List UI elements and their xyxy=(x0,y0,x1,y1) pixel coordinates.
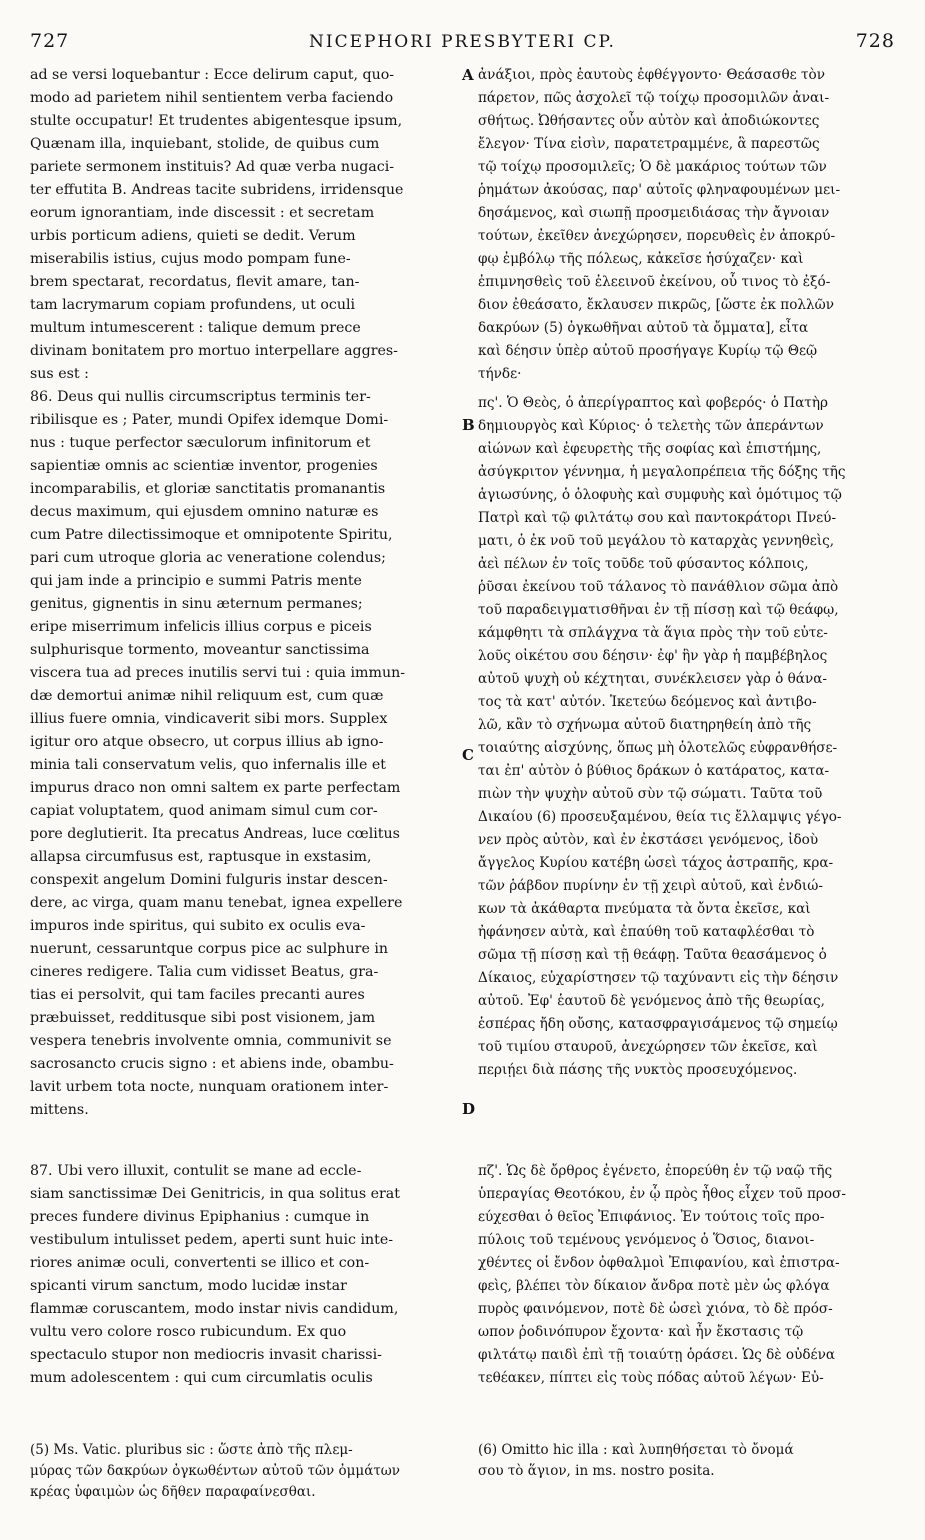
footnote-5 xyxy=(30,1440,460,1503)
text-line: ἠφάνησεν αὐτὰ, καὶ ἐπαύθη τοῦ καταφλέσθαι τὸ xyxy=(478,924,815,940)
text-line: mittens. xyxy=(30,1102,89,1118)
text-line: Πατρὶ καὶ τῷ φιλτάτῳ σου καὶ παντοκράτορι Πνεύ- xyxy=(478,510,837,526)
text-line: φιλτάτῳ παιδὶ ἐπὶ τῇ τοιαύτῃ ὁράσει. Ὡς δὲ οὐδένα xyxy=(478,1347,836,1363)
text-line: multum intumescerent : talique demum prece xyxy=(30,320,361,336)
page-header xyxy=(30,30,895,60)
text-line: minia tali conservatum velis, quo infernalis ille et xyxy=(30,757,386,773)
greek-paragraph-87 xyxy=(478,1160,903,1390)
text-line: ωπον ῥοδινόπυρον ἔχοντα· καὶ ἦν ἔκστασις τῷ xyxy=(478,1324,804,1340)
text-line: tam lacrymarum copiam profundens, ut oculi xyxy=(30,297,356,313)
footnote-6 xyxy=(478,1440,903,1482)
text-line: Δικαίου (6) προσευξαμένου, θεία τις ἔλλαμψις γέγο- xyxy=(478,809,842,825)
text-line: λῶ, κἂν τὸ σχήνωμα αὐτοῦ διατηρηθείη ἀπὸ τῆς xyxy=(478,717,812,733)
latin-column-lower xyxy=(30,1160,460,1390)
margin-letter-d: D xyxy=(462,1100,476,1118)
text-line: αὐτοῦ ψυχὴ οὐ κέχτηται, συνέκλεισεν γὰρ ὁ θάνα- xyxy=(478,671,828,687)
text-line: (5) Ms. Vatic. pluribus sic : ὥστε ἀπὸ τῆς πλεμ- xyxy=(30,1442,353,1458)
margin-letter-a: A xyxy=(462,66,474,84)
text-line: cineres redigere. Talia cum vidisset Beatus, gra- xyxy=(30,964,379,980)
text-line: igitur oro atque obsecro, ut corpus illius ab igno- xyxy=(30,734,384,750)
text-line: τος τὰ κατ' αὐτόν. Ἱκετεύω δεόμενος καὶ ἀντιβο- xyxy=(478,694,817,710)
text-line: αἰώνων καὶ ἐφευρετὴς τῆς σοφίας καὶ ἐπιστήμης, xyxy=(478,441,822,457)
text-line: πάρετον, πῶς ἀσχολεῖ τῷ τοίχῳ προσομιλῶν ἀναι- xyxy=(478,90,830,106)
text-line: τῷ τοίχῳ προσομιλεῖς; Ὁ δὲ μακάριος τούτων τῶν xyxy=(478,159,827,175)
text-line: spectaculo stupor non mediocris invasit charissi- xyxy=(30,1347,382,1363)
text-line: sacrosancto crucis signo : et abiens inde, obambu- xyxy=(30,1056,394,1072)
text-line: ἀνάξιοι, πρὸς ἑαυτοὺς ἐφθέγγοντο· Θεάσασθε τὸν xyxy=(478,67,825,83)
text-line: tias ei persolvit, qui tam faciles precanti aures xyxy=(30,987,365,1003)
text-line: Quænam illa, inquiebant, stolide, de quibus cum xyxy=(30,136,380,152)
text-line: impurus draco non omni saltem ex parte perfectam xyxy=(30,780,401,796)
text-line: nus : tuque perfector sæculorum infinitorum et xyxy=(30,435,371,451)
text-line: ῥημάτων ἀκούσας, παρ' αὐτοῖς φληναφουμένων μει- xyxy=(478,182,841,198)
text-line: conspexit angelum Domini fulguris instar descen- xyxy=(30,872,388,888)
text-line: τοιαύτης αἰσχύνης, ὅπως μὴ ὁλοτελῶς εὐφρανθήσε- xyxy=(478,740,838,756)
text-line: φῳ ἐμβόλῳ τῆς πόλεως, κἀκεῖσε ἡσύχαζεν· καὶ xyxy=(478,251,804,267)
text-line: νεν πρὸς αὐτὸν, καὶ ἐν ἐκστάσει γενόμενος, ἰδοὺ xyxy=(478,832,819,848)
latin-paragraph-87 xyxy=(30,1160,460,1390)
text-line: πιὼν τὴν ψυχὴν αὐτοῦ σὺν τῷ σώματι. Ταῦτα τοῦ xyxy=(478,786,823,802)
text-line: illius fuere omnia, vindicaverit sibi mors. Supplex xyxy=(30,711,388,727)
text-line: pore deglutierit. Ita precatus Andreas, luce cœlitus xyxy=(30,826,400,842)
text-line: divinam bonitatem pro mortuo interpellare aggres- xyxy=(30,343,398,359)
text-line: πυρὸς φαινόμενον, ποτὲ δὲ ὡσεὶ χιόνα, τὸ δὲ πρόσ- xyxy=(478,1301,833,1317)
text-line: spicanti virum sanctum, modo lucidæ instar xyxy=(30,1278,347,1294)
text-line: incomparabilis, et gloriæ sanctitatis promanantis xyxy=(30,481,386,497)
text-line: mum adolescentem : qui cum circumlatis oculis xyxy=(30,1370,373,1386)
text-line: dæ demortui animæ nihil reliquum est, cum quæ xyxy=(30,688,384,704)
text-line: vespera tenebris involvente omnia, communivit se xyxy=(30,1033,392,1049)
text-line: ἑσπέρας ἤδη οὔσης, κατασφραγισάμενος τῷ σημείῳ xyxy=(478,1016,838,1032)
text-line: διον ἐθεάσατο, ἔκλαυσεν πικρῶς, [ὥστε ἐκ πολλῶν xyxy=(478,297,834,313)
page-number-right: 728 xyxy=(855,30,895,52)
text-line: impuros inde spiritus, qui subito ex oculis eva- xyxy=(30,918,366,934)
text-line: pari cum utroque gloria ac veneratione colendus; xyxy=(30,550,386,566)
text-line: τεθέακεν, πίπτει εἰς τοὺς πόδας αὐτοῦ λέγων· Εὐ- xyxy=(478,1370,824,1386)
latin-paragraph-intro xyxy=(30,64,460,386)
text-line: δημιουργὸς καὶ Κύριος· ὁ τελετὴς τῶν ἀπεράντων xyxy=(478,418,824,434)
text-line: τοῦ παραδειγματισθῆναι ἐν τῇ πίσσῃ καὶ τῷ θεάφῳ, xyxy=(478,602,839,618)
text-line: σθήτως. Ὠθήσαντες οὖν αὐτὸν καὶ ἀποδιώκοντες xyxy=(478,113,820,129)
text-line: allapsa circumfusus est, raptusque in exstasim, xyxy=(30,849,372,865)
text-line: κάμφθητι τὰ σπλάγχνα τὰ ἅγια πρὸς τὴν τοῦ εὐτε- xyxy=(478,625,828,641)
text-line: Δίκαιος, εὐχαρίστησεν τῷ ταχύναντι εἰς τὴν δέησιν xyxy=(478,970,839,986)
text-line: brem spectarat, recordatus, flevit amare, tan- xyxy=(30,274,360,290)
text-line: nuerunt, cessaruntque corpus pice ac sulphure in xyxy=(30,941,389,957)
text-line: πζ'. Ὡς δὲ ὄρθρος ἐγένετο, ἐπορεύθη ἐν τῷ ναῷ τῆς xyxy=(478,1163,833,1179)
text-line: ἀσύγκριτον γέννημα, ἡ μεγαλοπρέπεια τῆς δόξης τῆς xyxy=(478,464,846,480)
running-title: NICEPHORI PRESBYTERI CP. xyxy=(309,32,616,52)
text-line: eripe miserrimum infelicis illius corpus e piceis xyxy=(30,619,372,635)
text-line: capiat voluptatem, quod animam simul cum cor- xyxy=(30,803,378,819)
text-line: qui jam inde a principio e summi Patris mente xyxy=(30,573,362,589)
margin-letter-c: C xyxy=(462,746,474,764)
text-line: χθέντες οἱ ἔνδον ὀφθαλμοὶ Ἐπιφανίου, καὶ ἐπιστρα- xyxy=(478,1255,840,1271)
text-line: ὑπεραγίας Θεοτόκου, ἐν ᾧ πρὸς ἦθος εἶχεν τοῦ προσ- xyxy=(478,1186,846,1202)
text-line: urbis porticum adiens, quieti se dedit. Verum xyxy=(30,228,356,244)
text-line: σου τὸ ἅγιον, in ms. nostro posita. xyxy=(478,1463,715,1479)
text-line: τήνδε· xyxy=(478,366,522,382)
text-line: genitus, gignentis in sinu æternum permanes; xyxy=(30,596,363,612)
text-line: ματι, ὁ ἐκ νοῦ τοῦ μεγάλου τὸ καταρχὰς γεννηθεὶς, xyxy=(478,533,835,549)
text-line: viscera tua ad preces inutilis servi tui : quia immun- xyxy=(30,665,406,681)
text-line: καὶ δέησιν ὑπὲρ αὐτοῦ προσήγαγε Κυρίῳ τῷ Θεῷ xyxy=(478,343,818,359)
text-line: vestibulum intulisset pedem, aperti sunt huic inte- xyxy=(30,1232,394,1248)
text-line: stulte occupatur! Et trudentes abigentesque ipsum, xyxy=(30,113,403,129)
text-line: σῶμα τῇ πίσσῃ καὶ τῇ θεάφῃ. Ταῦτα θεασάμενος ὁ xyxy=(478,947,827,963)
text-line: præbuisset, redditusque sibi post visionem, jam xyxy=(30,1010,376,1026)
text-line: ῥῦσαι ἐκείνου τοῦ τάλανος τὸ πανάθλιον σῶμα ἀπὸ xyxy=(478,579,839,595)
greek-column-lower xyxy=(478,1160,903,1390)
page-number-left: 727 xyxy=(30,30,70,52)
text-line: κρέας ὑφαιμὼν ὡς δῆθεν παραφαίνεσθαι. xyxy=(30,1484,316,1500)
text-line: siam sanctissimæ Dei Genitricis, in qua solitus erat xyxy=(30,1186,400,1202)
greek-paragraph-intro xyxy=(478,64,903,386)
text-line: τοῦ τιμίου σταυροῦ, ἀνεχώρησεν τῶν ἐκεῖσε, καὶ xyxy=(478,1039,818,1055)
text-line: τούτων, ἐκεῖθεν ἀνεχώρησεν, πορευθεὶς ἐν ἀποκρύ- xyxy=(478,228,836,244)
text-line: ται ἐπ' αὐτὸν ὁ βύθιος δράκων ὁ κατάρατος, κατα- xyxy=(478,763,830,779)
greek-column-upper xyxy=(478,64,903,1082)
text-line: eorum ignorantiam, inde discessit : et secretam xyxy=(30,205,375,221)
text-line: preces fundere divinus Epiphanius : cumque in xyxy=(30,1209,370,1225)
margin-letter-b: B xyxy=(462,416,475,434)
text-line: riores animæ oculi, convertenti se illico et con- xyxy=(30,1255,370,1271)
text-line: miserabilis istius, cujus modo pompam fune- xyxy=(30,251,351,267)
text-line: πς'. Ὁ Θεὸς, ὁ ἀπερίγραπτος καὶ φοβερός· ὁ Πατὴρ xyxy=(478,395,828,411)
text-line: φεὶς, βλέπει τὸν δίκαιον ἄνδρα ποτὲ μὲν ὡς φλόγα xyxy=(478,1278,830,1294)
text-line: κων τὰ ἀκάθαρτα πνεύματα τὰ ὄντα ἐκεῖσε, καὶ xyxy=(478,901,811,917)
text-line: sus est : xyxy=(30,366,89,382)
text-line: 87. Ubi vero illuxit, contulit se mane ad eccle- xyxy=(30,1163,362,1179)
text-line: dere, ac virga, quam manu tenebat, ignea expellere xyxy=(30,895,403,911)
text-line: πύλοις τοῦ τεμένους γενόμενος ὁ Ὅσιος, διανοι- xyxy=(478,1232,815,1248)
text-line: ad se versi loquebantur : Ecce delirum caput, quo- xyxy=(30,67,395,83)
text-line: τῶν ῥάβδον πυρίνην ἐν τῇ χειρὶ αὐτοῦ, καὶ ἐνδιώ- xyxy=(478,878,823,894)
text-line: ter effutita B. Andreas tacite subridens, irridensque xyxy=(30,182,404,198)
latin-column-upper xyxy=(30,64,460,1122)
text-line: ἐπιμνησθεὶς τοῦ ἐλεεινοῦ ἐκείνου, οὗ τινος τὸ ἐξό- xyxy=(478,274,831,290)
text-line: λοῦς οἰκέτου σου δέησιν· ἐφ' ἣν γὰρ ἡ παμβέβηλος xyxy=(478,648,828,664)
text-line: περιῄει διὰ πάσης τῆς νυκτὸς προσευχόμενος. xyxy=(478,1062,798,1078)
latin-paragraph-86 xyxy=(30,386,460,1122)
text-line: decus maximum, qui ejusdem omnino naturæ es xyxy=(30,504,379,520)
text-line: 86. Deus qui nullis circumscriptus terminis ter- xyxy=(30,389,371,405)
text-line: ribilisque es ; Pater, mundi Opifex idemque Domi- xyxy=(30,412,389,428)
text-line: vultu vero colore rosco rubicundum. Ex quo xyxy=(30,1324,347,1340)
text-line: αὐτοῦ. Ἐφ' ἑαυτοῦ δὲ γενόμενος ἀπὸ τῆς θεωρίας, xyxy=(478,993,825,1009)
text-line: flammæ coruscantem, modo instar nivis candidum, xyxy=(30,1301,399,1317)
text-line: modo ad parietem nihil sentientem verba faciendo xyxy=(30,90,394,106)
text-line: lavit urbem tota nocte, nunquam orationem inter- xyxy=(30,1079,389,1095)
greek-paragraph-86 xyxy=(478,392,903,1082)
text-line: sapientiæ omnis ac scientiæ inventor, progenies xyxy=(30,458,378,474)
text-line: μύρας τῶν δακρύων ὀγκωθέντων αὐτοῦ τῶν ὀμμάτων xyxy=(30,1463,401,1479)
text-line: cum Patre dilectissimoque et omnipotente Spiritu, xyxy=(30,527,393,543)
text-line: ἔλεγον· Τίνα εἰσὶν, παρατετραμμένε, ἃ παρεστῶς xyxy=(478,136,820,152)
text-line: δησάμενος, καὶ σιωπῇ προσμειδιάσας τὴν ἄγνοιαν xyxy=(478,205,830,221)
text-line: sulphurisque tormento, moveantur sanctissima xyxy=(30,642,370,658)
text-line: ἄγγελος Κυρίου κατέβη ὡσεὶ τάχος ἀστραπῆς, κρα- xyxy=(478,855,834,871)
text-line: εύχεσθαι ὁ θεῖος Ἐπιφάνιος. Ἐν τούτοις τοῖς προ- xyxy=(478,1209,825,1225)
text-line: pariete sermonem instituis? Ad quæ verba nugaci- xyxy=(30,159,395,175)
text-line: ἀεὶ πέλων ἐν τοῖς τοῦδε τοῦ φύσαντος κόλποις, xyxy=(478,556,809,572)
text-line: (6) Omitto hic illa : καὶ λυπηθήσεται τὸ ὄνομά xyxy=(478,1442,794,1458)
text-line: ἁγιωσύνης, ὁ ὁλοφυὴς καὶ συμφυὴς καὶ ὁμότιμος τῷ xyxy=(478,487,842,503)
text-line: δακρύων (5) ὀγκωθῆναι αὐτοῦ τὰ ὄμματα], εἶτα xyxy=(478,320,809,336)
